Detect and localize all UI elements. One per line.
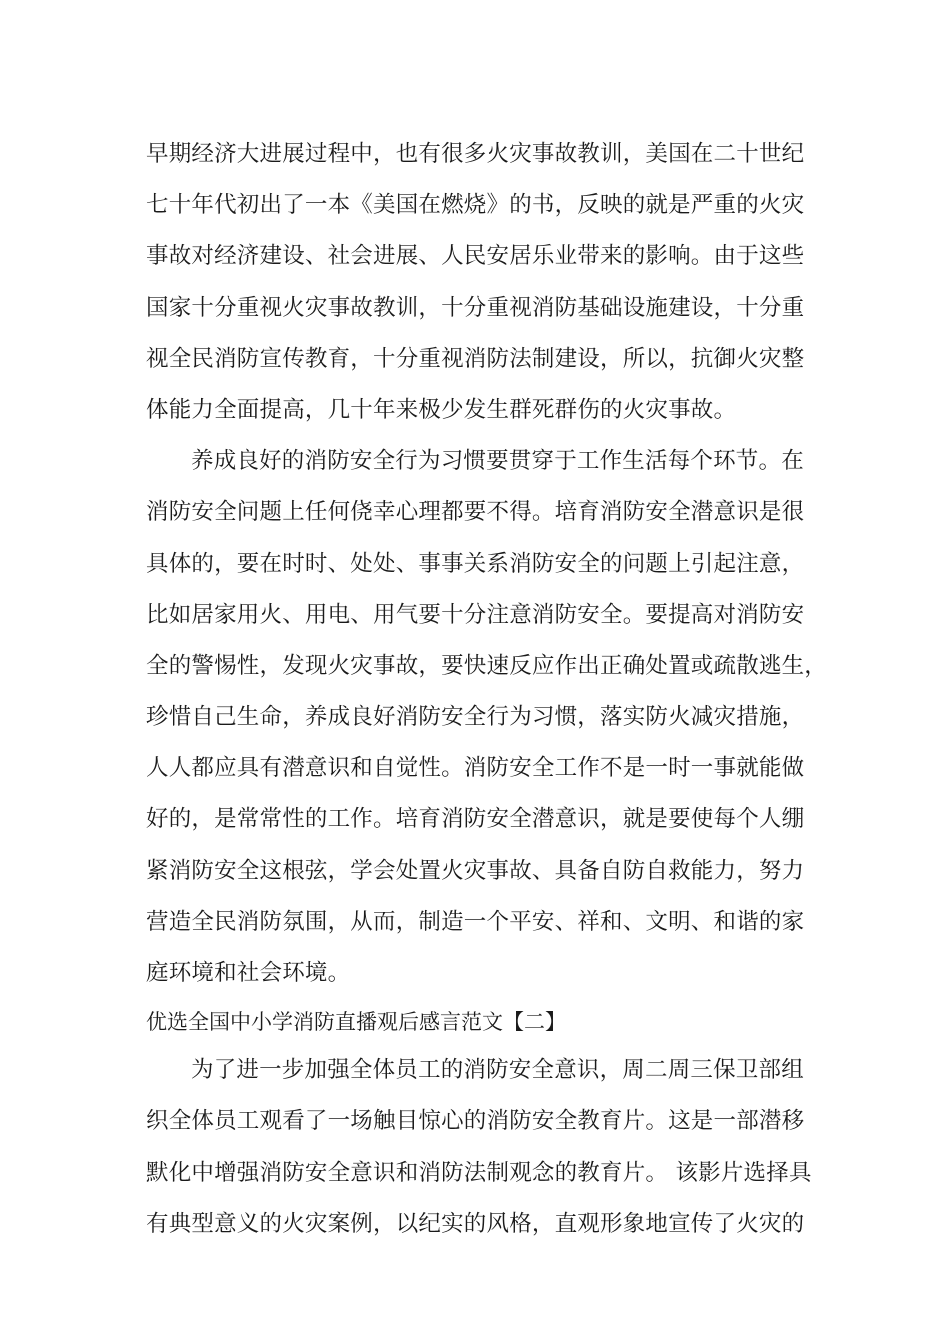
text-line: 珍惜自己生命，养成良好消防安全行为习惯，落实防火减灾措施， (146, 704, 805, 731)
text-line: 具体的，要在时时、处处、事事关系消防安全的问题上引起注意， (146, 550, 805, 577)
text-line: 消防安全问题上任何侥幸心理都要不得。培育消防安全潜意识是很 (146, 499, 805, 526)
paragraph-2 (146, 436, 826, 999)
text-line: 庭环境和社会环境。 (146, 960, 351, 986)
text-line: 养成良好的消防安全行为习惯要贯穿于工作生活每个环节。在 (191, 448, 804, 475)
text-line: 视全民消防宣传教育，十分重视消防法制建设，所以，抗御火灾整 (146, 345, 805, 372)
text-line: 人人都应具有潜意识和自觉性。消防安全工作不是一时一事就能做 (146, 755, 805, 782)
section-heading: 优选全国中小学消防直播观后感言范文【二】 (146, 1010, 566, 1035)
text-line: 早期经济大进展过程中，也有很多火灾事故教训，美国在二十世纪 (146, 141, 805, 167)
text-line: 有典型意义的火灾案例，以纪实的风格，直观形象地宣传了火灾的 (146, 1210, 805, 1237)
text-line: 紧消防安全这根弦，学会处置火灾事故、具备自防自救能力，努力 (146, 857, 805, 884)
text-line: 全的警惕性，发现火灾事故，要快速反应作出正确处置或疏散逃生， (146, 652, 828, 679)
text-line: 好的，是常常性的工作。培育消防安全潜意识，就是要使每个人绷 (146, 806, 805, 833)
text-line: 国家十分重视火灾事故教训，十分重视消防基础设施建设，十分重 (146, 294, 805, 321)
text-line: 营造全民消防氛围，从而，制造一个平安、祥和、文明、和谐的家 (146, 908, 805, 935)
paragraph-1 (146, 129, 826, 436)
text-line: 比如居家用火、用电、用气要十分注意消防安全。要提高对消防安 (146, 601, 805, 628)
text-line: 七十年代初出了一本《美国在燃烧》的书，反映的就是严重的火灾 (146, 192, 805, 219)
text-line: 体能力全面提高，几十年来极少发生群死群伤的火灾事故。 (146, 396, 737, 423)
text-line: 织全体员工观看了一场触目惊心的消防安全教育片。这是一部潜移 (146, 1108, 805, 1135)
text-line: 事故对经济建设、社会进展、人民安居乐业带来的影响。由于这些 (146, 243, 805, 270)
text-line: 为了进一步加强全体员工的消防安全意识，周二周三保卫部组 (191, 1057, 804, 1084)
text-line: 默化中增强消防安全意识和消防法制观念的教育片。 该影片选择具 (146, 1159, 812, 1186)
paragraph-3 (146, 1045, 826, 1250)
document-body (146, 129, 826, 1250)
